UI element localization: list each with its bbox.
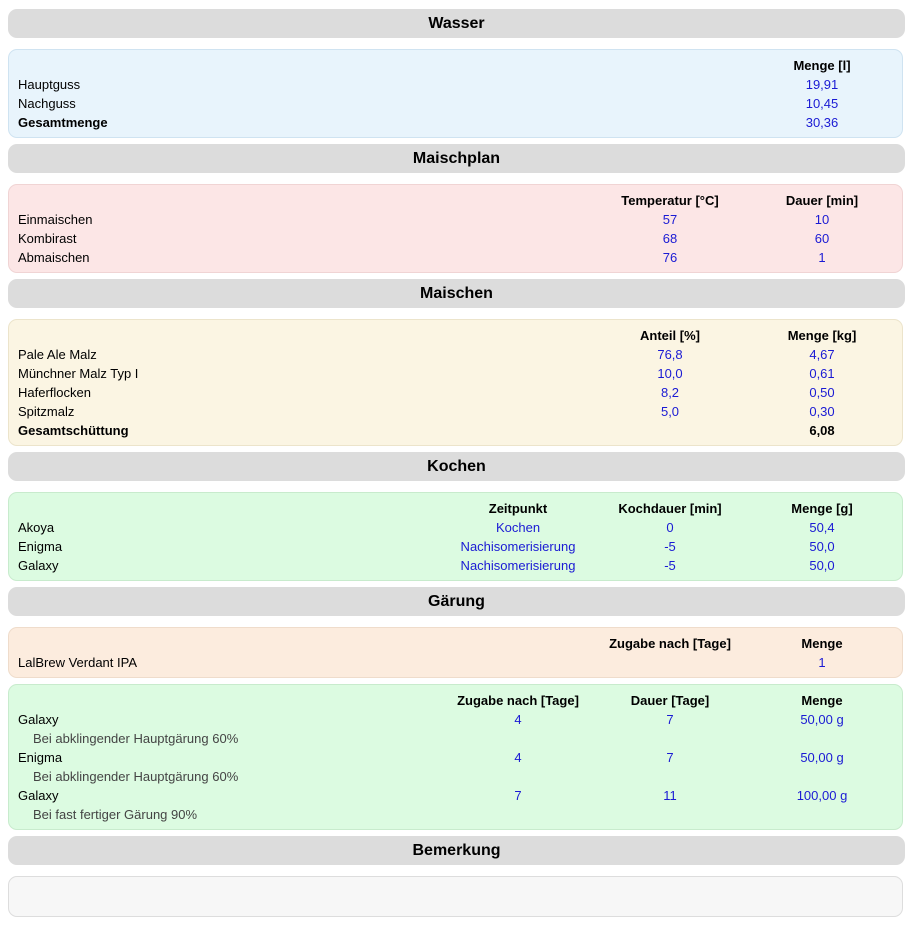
anteil-value: 5,0 (660, 404, 680, 419)
row-label: Spitzmalz (18, 404, 75, 419)
row-label: Gesamtmenge (18, 115, 108, 130)
row-label: Nachguss (18, 96, 76, 111)
menge-value: 50,0 (809, 558, 835, 573)
kochdauer-value: -5 (664, 558, 676, 573)
table-row (9, 248, 902, 267)
table-row (9, 383, 902, 402)
section-header-gaerung: Gärung (8, 587, 905, 616)
section-header-maischen: Maischen (8, 279, 905, 308)
hopfenstopfen-table (8, 684, 903, 830)
zugabe-value: 4 (514, 712, 522, 727)
column-header-zugabe: Zugabe nach [Tage] (609, 636, 731, 651)
kochen-table (8, 492, 903, 581)
row-note: Bei abklingender Hauptgärung 60% (33, 731, 239, 746)
table-row (9, 345, 902, 364)
table-row (9, 402, 902, 421)
row-label: Hauptguss (18, 77, 81, 92)
table-row-total (9, 113, 902, 132)
anteil-value: 8,2 (660, 385, 680, 400)
dauer-value: 11 (663, 788, 677, 803)
table-header-row (9, 634, 902, 653)
table-row-note (9, 729, 902, 748)
table-header-row (9, 691, 902, 710)
table-row (9, 364, 902, 383)
anteil-value: 76,8 (657, 347, 683, 362)
wasser-table (8, 49, 903, 138)
section-header-kochen: Kochen (8, 452, 905, 481)
zeitpunkt-value: Nachisomerisierung (460, 558, 576, 573)
menge-value: 1 (818, 655, 826, 670)
table-header-row (9, 56, 902, 75)
table-header-row (9, 191, 902, 210)
table-row (9, 210, 902, 229)
row-label: Abmaischen (18, 250, 90, 265)
menge-value: 50,0 (809, 539, 835, 554)
temperatur-value: 68 (662, 231, 678, 246)
zeitpunkt-value: Nachisomerisierung (460, 539, 576, 554)
bemerkung-box (8, 876, 903, 917)
temperatur-value: 76 (662, 250, 678, 265)
dauer-value: 7 (666, 750, 674, 765)
zeitpunkt-value: Kochen (495, 520, 541, 535)
table-row (9, 537, 902, 556)
column-header-anteil: Anteil [%] (640, 328, 700, 343)
dauer-value: 10 (814, 212, 830, 227)
row-label: Münchner Malz Typ I (18, 366, 139, 381)
menge-value: 30,36 (805, 115, 839, 130)
menge-value: 19,91 (805, 77, 839, 92)
column-header-menge: Menge (801, 636, 843, 651)
row-label: Kombirast (18, 231, 77, 246)
zugabe-value: 4 (514, 750, 522, 765)
column-header-temperatur: Temperatur [°C] (621, 193, 719, 208)
menge-value: 50,4 (809, 520, 835, 535)
row-label: Haferflocken (18, 385, 91, 400)
maischen-table (8, 319, 903, 446)
menge-value: 100,00 g (796, 788, 848, 803)
row-note: Bei fast fertiger Gärung 90% (33, 807, 198, 822)
row-label: Akoya (18, 520, 55, 535)
kochdauer-value: 0 (666, 520, 674, 535)
table-header-row (9, 326, 902, 345)
column-header-dauer: Dauer [Tage] (630, 693, 710, 708)
column-header-zugabe: Zugabe nach [Tage] (457, 693, 579, 708)
table-row (9, 786, 902, 805)
row-label: Pale Ale Malz (18, 347, 97, 362)
total-label: Gesamtschüttung (18, 423, 129, 438)
row-label: LalBrew Verdant IPA (18, 655, 137, 670)
column-header-menge: Menge (801, 693, 843, 708)
bemerkung-text (9, 877, 902, 893)
table-header-row (9, 499, 902, 518)
kochdauer-value: -5 (664, 539, 676, 554)
section-header-bemerkung: Bemerkung (8, 836, 905, 865)
menge-value: 0,50 (809, 385, 835, 400)
dauer-value: 60 (814, 231, 830, 246)
column-header-menge: Menge [g] (791, 501, 853, 516)
menge-value: 4,67 (809, 347, 835, 362)
dauer-value: 1 (818, 250, 826, 265)
hefe-table (8, 627, 903, 678)
row-label: Galaxy (18, 712, 59, 727)
zugabe-value: 7 (514, 788, 522, 803)
table-row (9, 556, 902, 575)
row-note: Bei abklingender Hauptgärung 60% (33, 769, 239, 784)
table-row (9, 75, 902, 94)
section-header-maischplan: Maischplan (8, 144, 905, 173)
row-label: Einmaischen (18, 212, 93, 227)
column-header-menge: Menge [kg] (787, 328, 857, 343)
menge-value: 50,00 g (800, 712, 844, 727)
table-row (9, 748, 902, 767)
row-label: Enigma (18, 539, 63, 554)
row-label: Enigma (18, 750, 63, 765)
table-row-note (9, 767, 902, 786)
column-header-dauer: Dauer [min] (785, 193, 859, 208)
anteil-value: 10,0 (657, 366, 683, 381)
row-label: Galaxy (18, 788, 59, 803)
section-header-wasser: Wasser (8, 9, 905, 38)
menge-value: 50,00 g (800, 750, 844, 765)
column-header-zeitpunkt: Zeitpunkt (488, 501, 548, 516)
menge-value: 0,61 (809, 366, 835, 381)
table-row (9, 229, 902, 248)
table-row (9, 94, 902, 113)
menge-value: 10,45 (805, 96, 839, 111)
table-row (9, 710, 902, 729)
table-row-total (9, 421, 902, 440)
table-row-note (9, 805, 902, 824)
dauer-value: 7 (666, 712, 674, 727)
maischplan-table (8, 184, 903, 273)
menge-value: 0,30 (809, 404, 835, 419)
temperatur-value: 57 (662, 212, 678, 227)
column-header-menge: Menge [l] (793, 58, 851, 73)
row-label: Galaxy (18, 558, 59, 573)
total-value: 6,08 (809, 423, 835, 438)
table-row (9, 518, 902, 537)
table-row (9, 653, 902, 672)
column-header-kochdauer: Kochdauer [min] (618, 501, 722, 516)
